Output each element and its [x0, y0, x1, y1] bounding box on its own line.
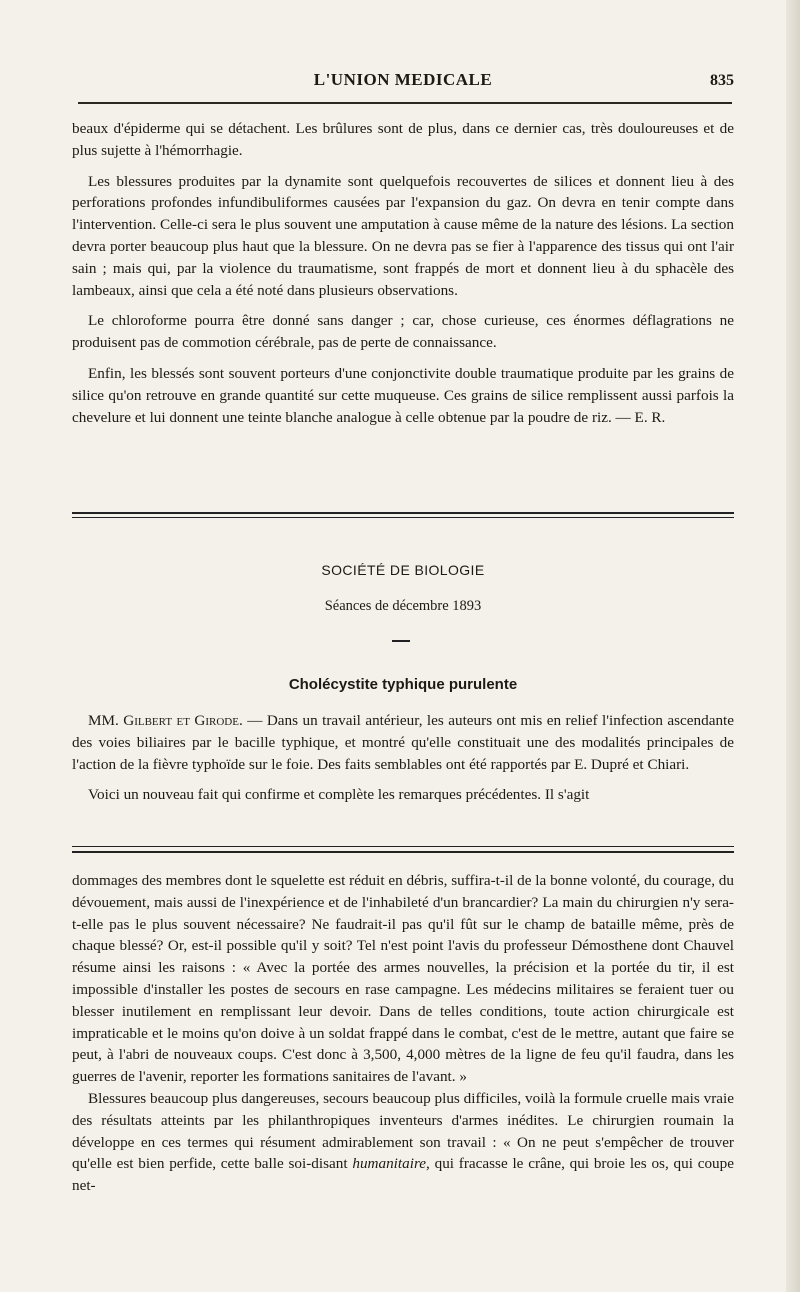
- paragraph: — Dans un travail antérieur, les auteurs ont mis en relief l'infection ascendante des voies biliaires par le bacille typhique, et montré qu'elle constituait une des modalités principales de l'action de la fièvre typhoïde sur le foie. Des faits semblables ont été rapportés par E. Dupré et Chiari.: [72, 712, 735, 773]
- page-number: 835: [710, 72, 734, 89]
- section-title: SOCIÉTÉ DE BIOLOGIE: [321, 562, 485, 578]
- italic-word: humanitaire: [352, 1155, 427, 1173]
- running-title: L'UNION MEDICALE: [313, 70, 493, 89]
- bottom-text-block: [72, 870, 734, 1197]
- paragraph: beaux d'épiderme qui se détachent. Les brûlures sont de plus, dans ce dernier cas, très douloureuses et de plus sujette à l'hémorrhagie.: [72, 120, 734, 159]
- page-header: [72, 66, 734, 100]
- page-edge-shadow: [786, 0, 800, 1292]
- paragraph: Voici un nouveau fait qui confirme et complète les remarques précédentes. Il s'agit: [88, 786, 590, 804]
- authors: MM. Gilbert et Girode.: [88, 712, 243, 729]
- session-subtitle: Séances de décembre 1893: [324, 598, 482, 614]
- paragraph-end: , qui fracasse le crâne, qui broie les os, qui coupe net-: [72, 1155, 734, 1195]
- center-dash: [392, 640, 410, 642]
- header-rule: [78, 102, 732, 104]
- top-text-block: [72, 118, 734, 428]
- paragraph: Les blessures produites par la dynamite sont quelquefois recouvertes de silices et donnent lieu à des perforations profondes infundibuliformes causées par l'expansion du gaz. On devra en tenir compte dans l'intervention. Celle-ci sera le plus souvent une amputation à cause même de la nature des lésions. La section devra porter beaucoup plus haut que la blessure. On ne devra pas se fier à l'apparence des tissus qui ont l'air sain ; mais qui, par la violence du traumatisme, sont frappés de mort et donnent lieu à du sphacèle des lambeaux, ainsi que cela a été noté dans plusieurs observations.: [72, 172, 734, 299]
- feuilleton-divider: [72, 846, 734, 853]
- society-text-block: [72, 710, 734, 806]
- paragraph: dommages des membres dont le squelette est réduit en débris, suffira-t-il de la bonne volonté, du courage, du dévouement, mais aussi de l'inexpérience et de l'inhabileté d'un brancardier? La main du chirurgien n'y sera-t-elle pas le plus souvent nécessaire? Ne faudrait-il pas qu'il fût sur le champ de bataille même, près de chaque blessé? Or, est-il possible qu'il y soit? Tel n'est point l'avis du professeur Démosthene dont Chauvel résume ainsi les raisons : « Avec la portée des armes nouvelles, la précision et la portée du tir, il est impossible d'installer les postes de secours en rase campagne. Les médecins militaires se feraient tuer ou blesser inutilement en remplissant leur devoir. Dans de telles conditions, toute action chirurgicale est impraticable et le moins qu'on doive à un soldat frappé dans le combat, c'est de le mettre, autant que faire se peut, à l'abri de nouveaux coups. C'est donc à 3,500, 4,000 mètres de la ligne de feu qu'il faudra, dans les guerres de l'avenir, reporter les formations sanitaires de l'avant. »: [72, 872, 734, 1086]
- paragraph: Le chloroforme pourra être donné sans danger ; car, chose curieuse, ces énormes déflagrations ne produisent pas de commotion cérébrale, pas de perte de connaissance.: [72, 312, 734, 352]
- article-title: Cholécystite typhique purulente: [288, 676, 518, 693]
- paragraph: Enfin, les blessés sont souvent porteurs d'une conjonctivite double traumatique produite par les grains de silice qu'on retrouve en grande quantité sur cette muqueuse. Ces grains de silice remplissent aussi parfois la chevelure et lui donnent une teinte blanche analogue à celle obtenue par la poudre de riz. — E. R.: [72, 364, 734, 426]
- section-divider: [72, 512, 734, 518]
- paragraph: Blessures beaucoup plus dangereuses, secours beaucoup plus difficiles, voilà la formule cruelle mais vraie des résultats atteints par les philanthropiques inventeurs d'armes inédites. Le chirurgien roumain la développe en ces termes qui résument admirablement son travail : « On ne peut s'empêcher de trouver qu'elle est bien perfide, cette balle soi-disant: [72, 1089, 734, 1173]
